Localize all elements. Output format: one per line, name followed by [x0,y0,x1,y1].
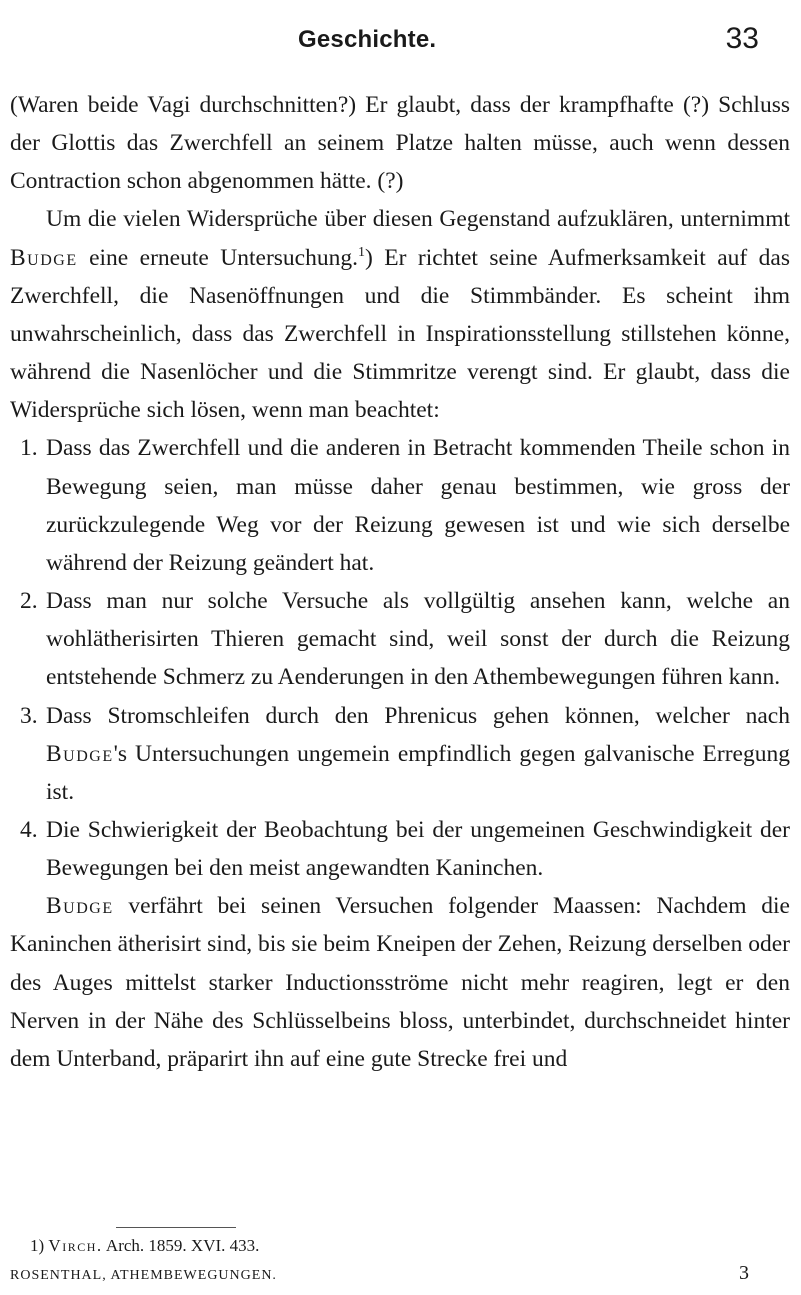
list-number: 2. [20,588,38,615]
footnote-text: Arch. 1859. XVI. 433. [102,1236,260,1255]
list-number: 4. [20,816,38,843]
list-item-2 [10,582,790,696]
footnote-rule [116,1227,236,1228]
footnote-ref: 1 [357,244,365,260]
paragraph-2-start: Um die vielen Widersprüche über diesen Gegenstand aufzuklären, unternimmt [46,206,790,233]
paragraph-2-mid: eine erneute Untersuchung. [77,244,358,271]
body-text [10,86,790,1078]
author-name-budge: Budge [10,244,78,271]
paragraph-2-end: ) Er richtet seine Aufmerksamkeit auf das Zwerchfell, die Nasenöffnungen und die Stimmbänder. Es scheint ihm unwahrscheinlich, dass das Zwerchfell in Inspirationsstellung stillstehen könne, während die Nasenlöcher und die Stimmritze verengt sind. Er glaubt, dass die Widersprüche sich lösen, wenn man beachtet: [10,244,790,424]
printer-signature: ROSENTHAL, ATHEMBEWEGUNGEN. [10,1268,277,1283]
author-name-budge: Budge [46,893,114,920]
paragraph-closing-text: verfährt bei seinen Versuchen folgender Maassen: Nachdem die Kaninchen ätherisirt sind, bis sie beim Kneipen der Zehen, Reizung derselben oder des Auges mittelst starker Inductionsströme nicht mehr reagiren, legt er den Nerven in der Nähe des Schlüsselbeins bloss, unterbindet, durchschneidet hinter dem Unterband, präparirt ihn auf eine gute Strecke frei und [10,893,790,1072]
list-item-3 [10,697,790,811]
footnote-author: Virch. [48,1236,103,1255]
list-item-text: Dass das Zwerchfell und die anderen in Betracht kommenden Theile schon in Bewegung seien, man müsse daher genau bestimmen, wie gross der zurückzulegende Weg vor der Reizung gewesen ist und wie sich derselbe während der Reizung geändert hat. [46,435,790,576]
list-number: 1. [20,435,38,462]
list-item-text: Dass man nur solche Versuche als vollgültig ansehen kann, welche an wohlätherisirten Thieren gemacht sind, weil sonst der durch die Reizung entstehende Schmerz zu Aenderungen in den Athembewegungen führen kann. [46,588,790,691]
list-item-4 [10,811,790,887]
list-item-text-start: Dass Stromschleifen durch den Phrenicus gehen können, welcher nach [46,702,790,729]
paragraph-2 [10,200,790,429]
running-head: Geschichte. [298,26,437,53]
list-item-1 [10,429,790,582]
paragraph-closing [10,887,790,1078]
page-number: 33 [725,22,759,55]
page-header [0,22,801,62]
paragraph-1: (Waren beide Vagi durchschnitten?) Er glaubt, dass der krampfhafte (?) Schluss der Glottis das Zwerchfell an seinem Platze halten müsse, auch wenn dessen Contraction schon abgenommen hätte. (?) [10,92,790,195]
author-name-budge: Budge [46,740,114,767]
list-item-text-end: 's Untersuchungen ungemein empfindlich gegen galvanische Erregung ist. [46,740,790,805]
list-item-text: Die Schwierigkeit der Beobachtung bei der ungemeinen Geschwindigkeit der Bewegungen bei den meist angewandten Kaninchen. [46,816,790,882]
list-number: 3. [20,702,38,729]
footnote [30,1236,259,1256]
signature-number: 3 [739,1262,749,1284]
footnote-marker: 1) [30,1236,49,1255]
